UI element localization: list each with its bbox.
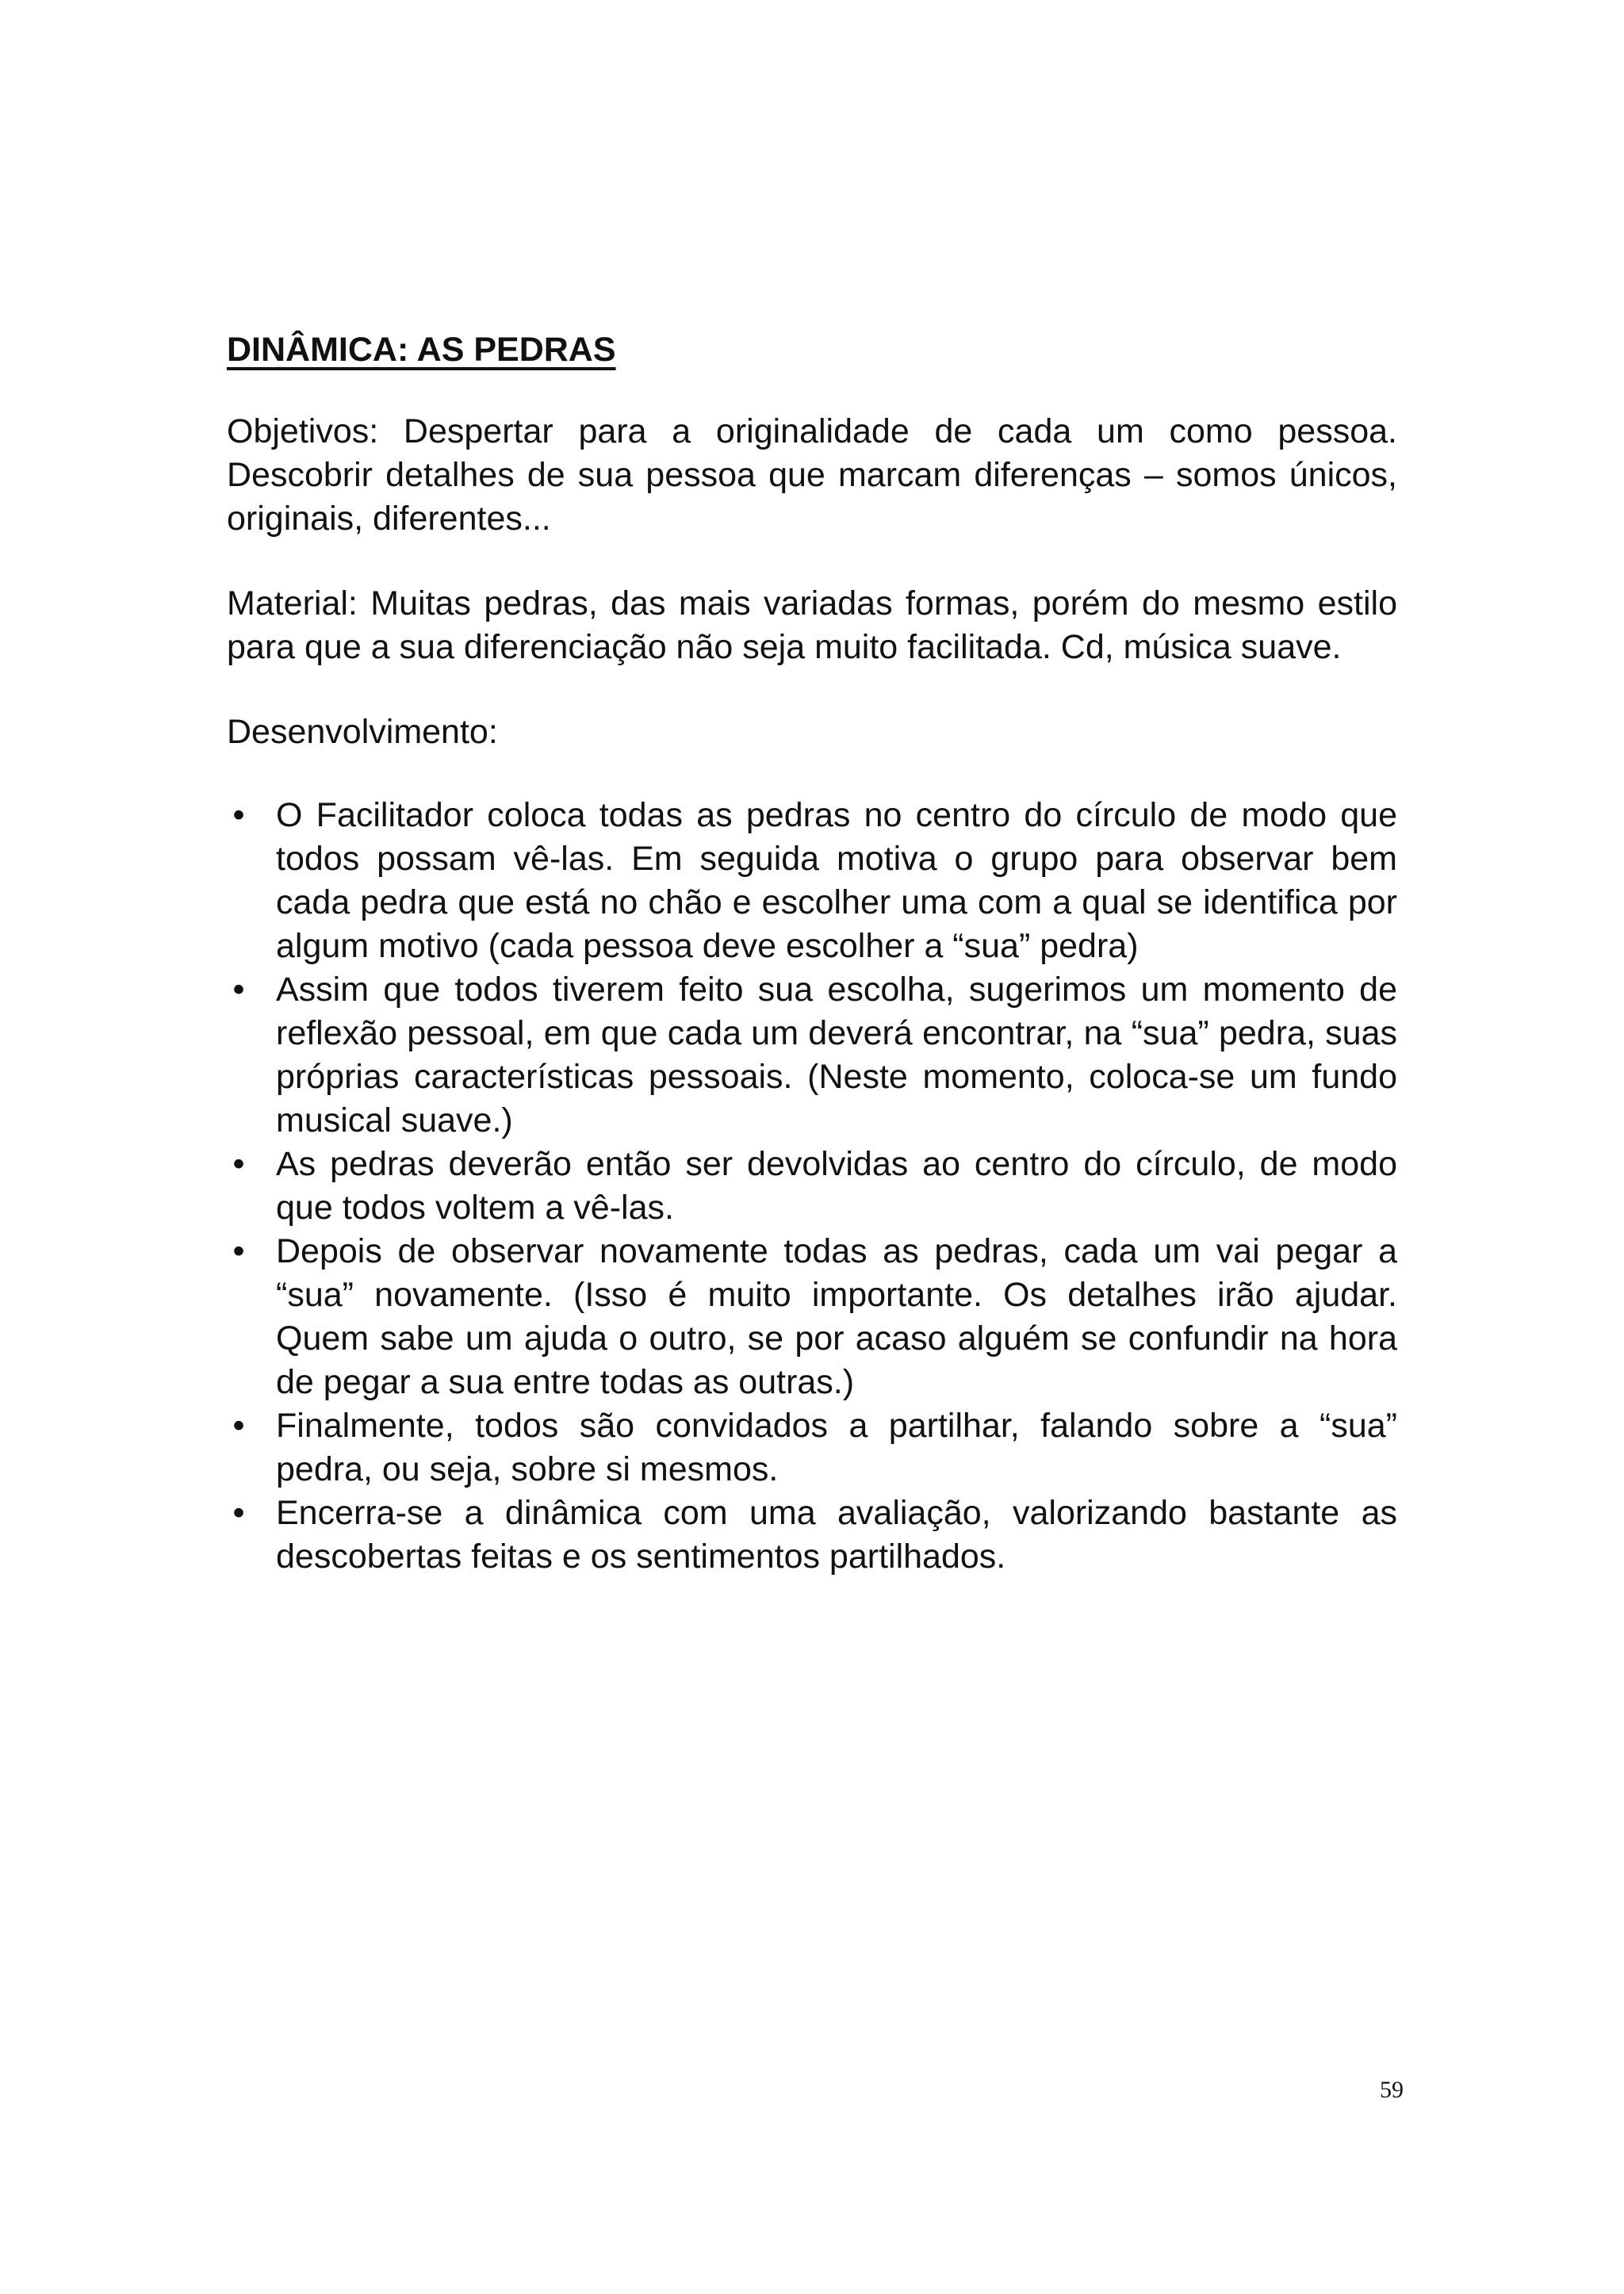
document-title: DINÂMICA: AS PEDRAS — [227, 331, 616, 369]
document-page — [227, 329, 1397, 1579]
list-item — [227, 1143, 1397, 1230]
bullet-icon: • — [232, 1232, 245, 1270]
objectives-paragraph: Objetivos: Despertar para a originalidade de cada um como pessoa. Descobrir detalhes de sua pessoa que marcam diferenças – somos únicos, originais, diferentes... — [227, 412, 1397, 538]
step-text: Finalmente, todos são convidados a partilhar, falando sobre a “sua” pedra, ou seja, sobre si mesmos. — [276, 1407, 1397, 1488]
list-item — [227, 1492, 1397, 1579]
step-text: As pedras deverão então ser devolvidas ao centro do círculo, de modo que todos voltem a vê-las. — [276, 1145, 1397, 1227]
step-text: Depois de observar novamente todas as pedras, cada um vai pegar a “sua” novamente. (Isso é muito importante. Os detalhes irão ajudar. Quem sabe um ajuda o outro, se por acaso alguém se confundir na hora de pegar a sua entre todas as outras.) — [276, 1232, 1397, 1401]
bullet-icon: • — [232, 1407, 245, 1445]
material-paragraph: Material: Muitas pedras, das mais variadas formas, porém do mesmo estilo para que a sua diferenciação não seja muito facilitada. Cd, música suave. — [227, 584, 1397, 666]
list-item — [227, 794, 1397, 968]
bullet-icon: • — [232, 1145, 245, 1183]
bullet-icon: • — [232, 971, 245, 1009]
bullet-icon: • — [232, 1494, 245, 1532]
step-text: O Facilitador coloca todas as pedras no centro do círculo de modo que todos possam vê-las. Em seguida motiva o grupo para observar bem cada pedra que está no chão e escolher uma com a qual se identifica por algum motivo (cada pessoa deve escolher a “sua” pedra) — [276, 796, 1397, 965]
development-heading: Desenvolvimento: — [227, 713, 498, 751]
bullet-icon: • — [232, 796, 245, 834]
list-item — [227, 1230, 1397, 1404]
step-text: Encerra-se a dinâmica com uma avaliação, valorizando bastante as descobertas feitas e os sentimentos partilhados. — [276, 1494, 1397, 1576]
page-number: 59 — [1380, 2077, 1404, 2103]
list-item — [227, 968, 1397, 1143]
step-text: Assim que todos tiverem feito sua escolha, sugerimos um momento de reflexão pessoal, em que cada um deverá encontrar, na “sua” pedra, suas próprias características pessoais. (Neste momento, coloca-se um fundo musical suave.) — [276, 971, 1397, 1139]
development-steps-list — [227, 794, 1397, 1579]
list-item — [227, 1404, 1397, 1492]
